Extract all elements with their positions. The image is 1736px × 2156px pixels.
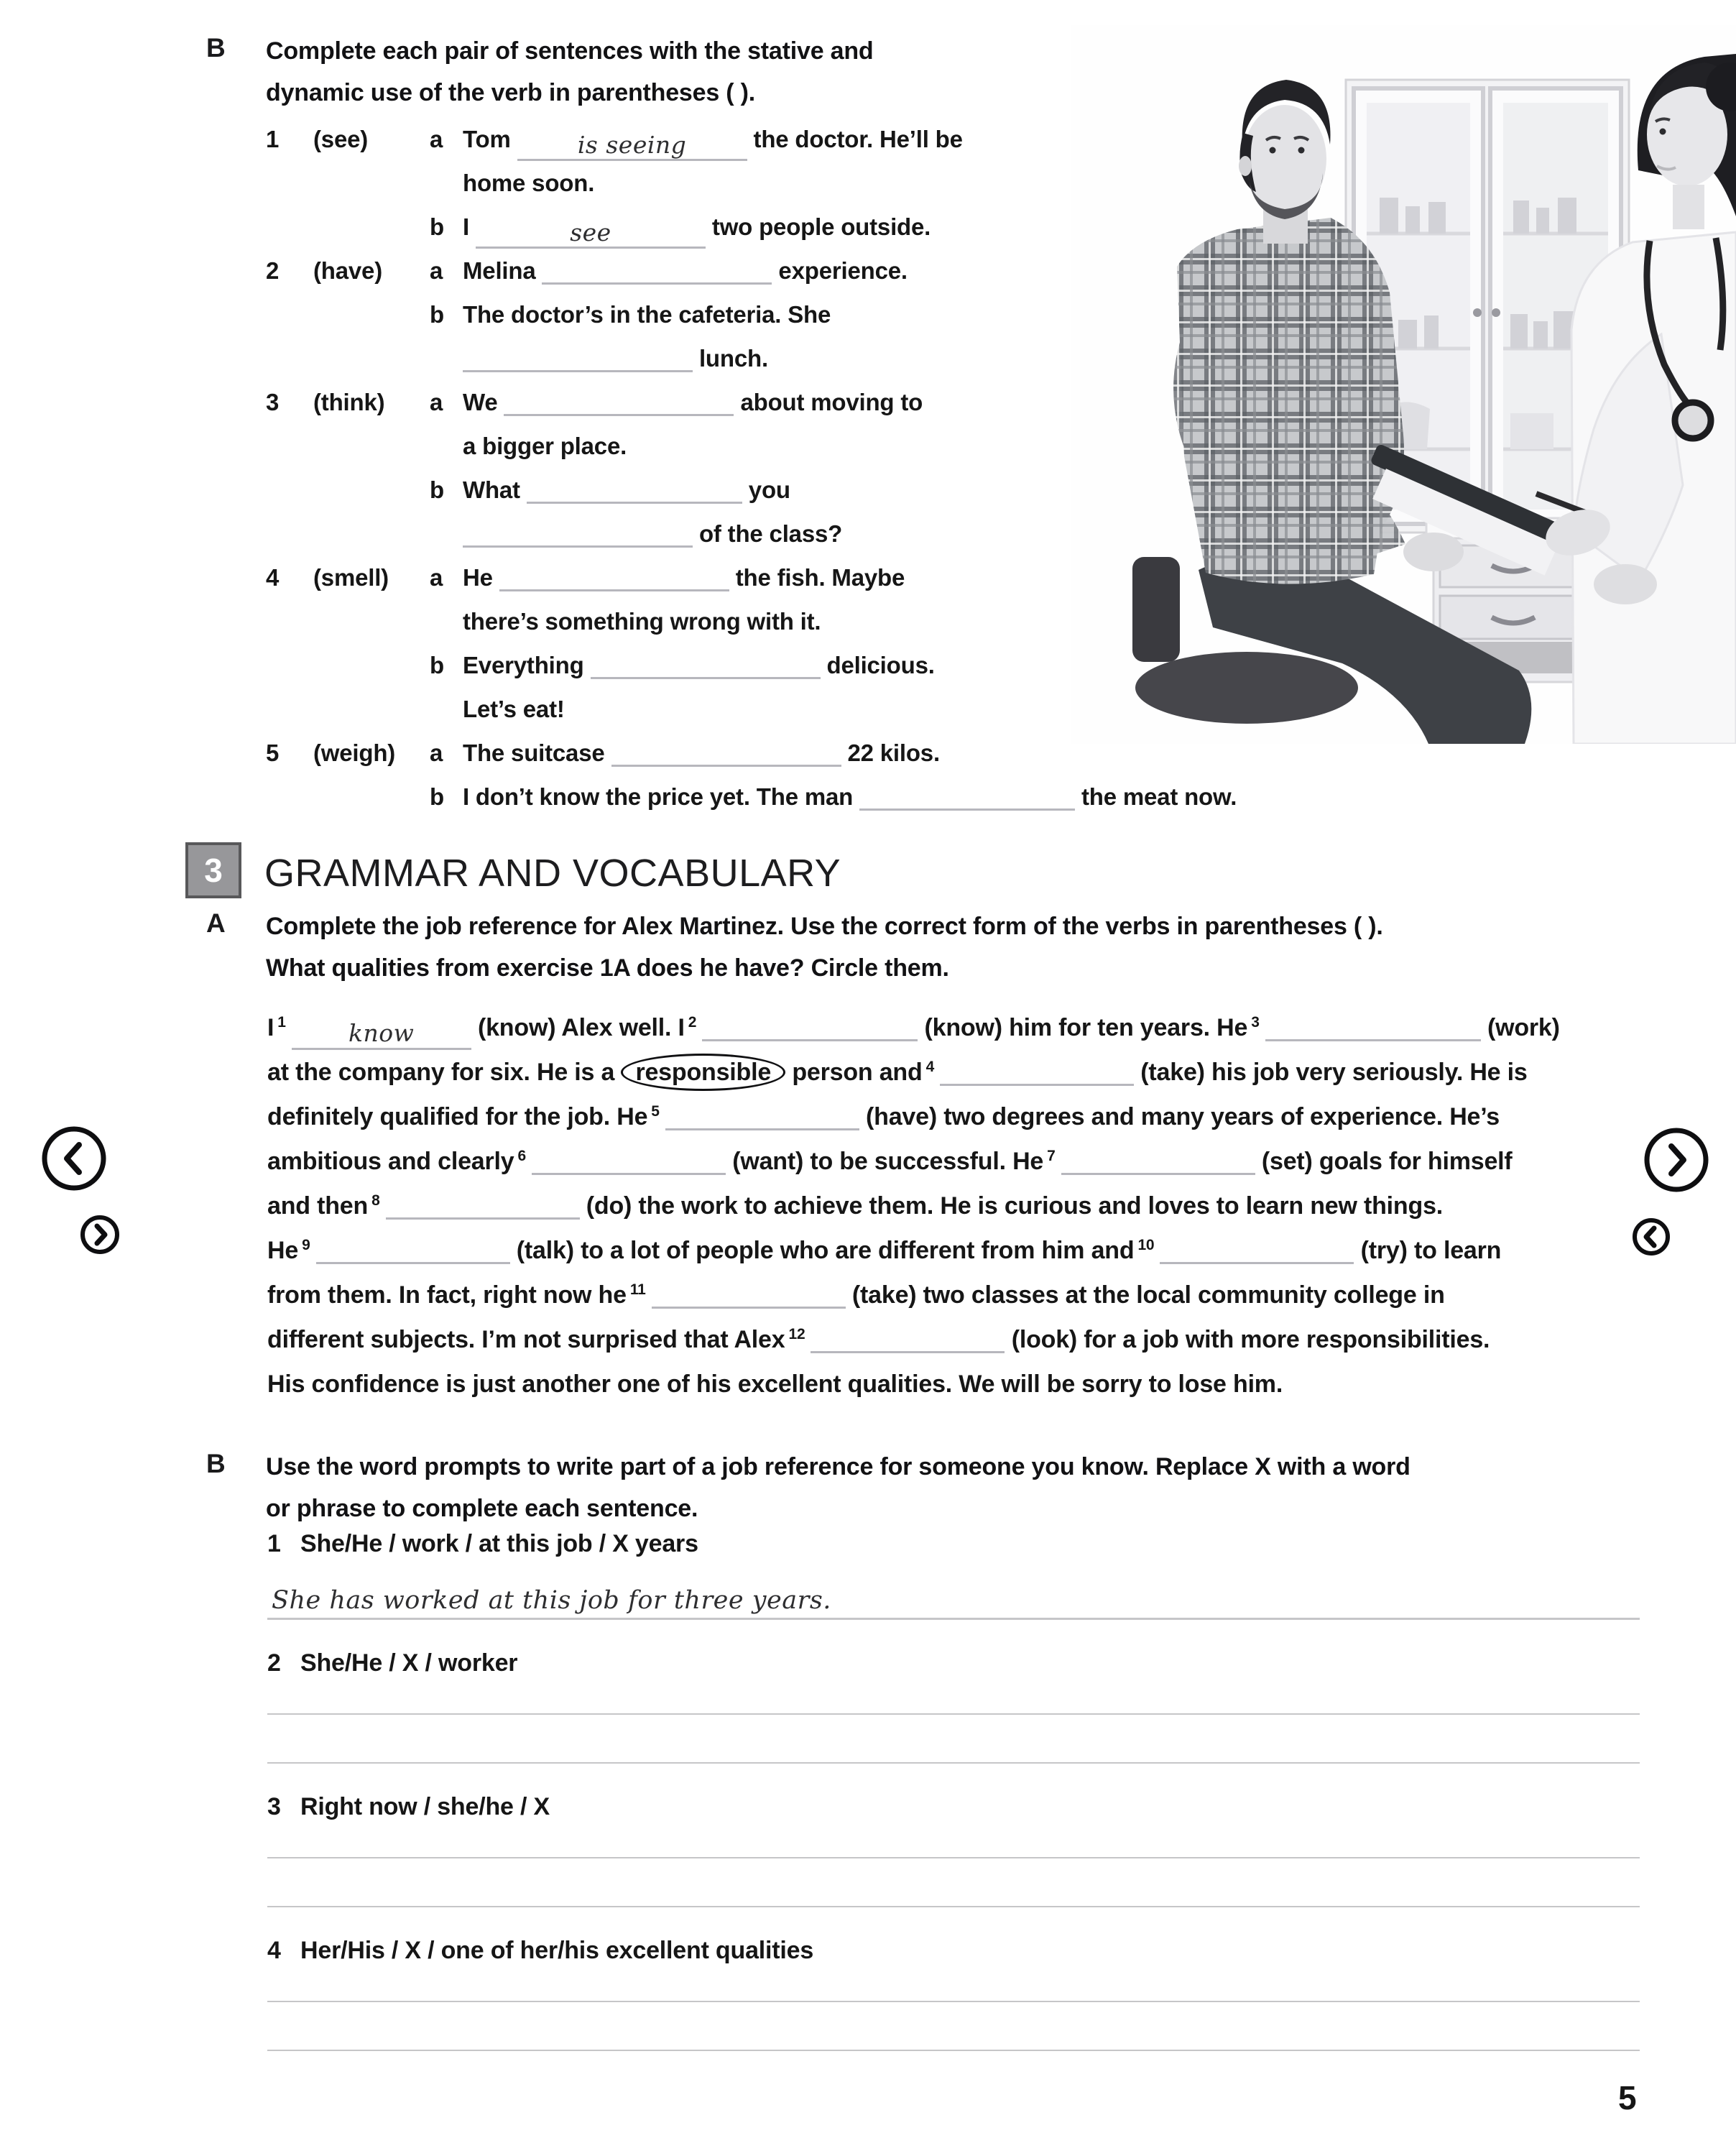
item-number: 1 [266,126,280,152]
patient-hand [1403,533,1464,571]
superscript-number: 10 [1137,1236,1155,1253]
item-letter: b [430,783,444,810]
answer-blank[interactable] [591,649,821,679]
answer-blank[interactable] [463,517,693,548]
section-title: GRAMMAR AND VOCABULARY [264,852,841,895]
text-run: delicious. [820,652,935,678]
text-run: you [742,476,790,503]
text-run: What [463,476,527,503]
item-letter: a [430,740,443,766]
text-run: the doctor. He’ll be [747,126,963,152]
answer-blank[interactable] [504,386,734,416]
section-number: 3 [204,852,223,889]
text-run: Let’s eat! [463,696,565,722]
item-number: 2 [266,257,280,284]
text-run: about moving to [734,389,923,415]
text-run: 22 kilos. [841,740,940,766]
superscript-number: 12 [788,1325,805,1342]
item-prompt: Her/His / X / one of her/his excellent qualities [300,1937,814,1964]
item-verb: (see) [313,126,369,152]
item-letter: a [430,389,443,415]
answer-blank[interactable] [517,131,747,161]
text-run: (set) goals for himself [1255,1148,1513,1175]
chevron-right-icon [1643,1126,1710,1194]
item-sentence [463,556,1095,643]
answer-blank[interactable] [702,1010,918,1041]
writing-line[interactable] [267,1713,1640,1715]
superscript-number: 3 [1251,1013,1260,1031]
circled-word: responsible [621,1054,785,1091]
superscript-number: 6 [517,1147,526,1164]
handwritten-answer: see [570,218,611,247]
doctor-hand [1594,564,1657,604]
text-run: He [267,1237,299,1264]
text-run: (talk) to a lot of people who are different from him and [509,1237,1135,1264]
answer-blank[interactable] [532,1143,726,1175]
answer-blank[interactable] [1061,1143,1255,1175]
writing-line[interactable] [267,1568,1640,1620]
item-verb: (weigh) [313,740,396,766]
exercise-3b-instruction [266,1446,1410,1529]
text-run: The doctor’s in the cafeteria. She [463,301,831,328]
text-run: definitely qualified for the job. He [267,1103,648,1130]
text-run: (take) two classes at the local community college in [845,1281,1445,1309]
item-letter: b [430,213,444,240]
text-run: (want) to be successful. He [725,1148,1044,1175]
exercise-1b-row [266,775,1706,819]
exercise-3b-label: B [206,1449,226,1478]
handwritten-answer: She has worked at this job for three years. [272,1586,831,1615]
text-run: at the company for six. He is a [267,1059,622,1086]
chevron-left-icon [1631,1217,1671,1257]
text-run: from them. In fact, right now he [267,1281,627,1309]
text-run: lunch. [693,345,768,372]
answer-blank[interactable] [652,1277,846,1309]
answer-blank[interactable] [463,342,693,372]
answer-blank[interactable] [316,1233,510,1264]
exercise-1b-label: B [206,33,226,63]
text-run: (know) Alex well. I [471,1014,685,1041]
answer-blank[interactable] [542,254,772,285]
item-verb: (have) [313,257,382,284]
item-verb: (think) [313,389,385,415]
item-prompt-row [267,1932,1640,1969]
instruction-line: or phrase to complete each sentence. [266,1495,698,1522]
text-run: and then [267,1192,369,1220]
instruction-line: dynamic use of the verb in parentheses ( ). [266,79,756,106]
item-prompt: She/He / X / worker [300,1649,518,1677]
writing-line[interactable] [267,1857,1640,1858]
exercise-3b-item [267,1644,1640,1764]
item-letter: b [430,476,444,503]
exercise-3b-item [267,1788,1640,1907]
stool-seat [1135,652,1358,724]
answer-blank[interactable] [386,1188,580,1220]
superscript-number: 2 [688,1013,697,1031]
text-run: (look) for a job with more responsibilities. [1005,1326,1490,1353]
item-sentence [463,117,1095,205]
page-number: 5 [1618,2079,1637,2116]
exam-room-photo [1071,25,1736,744]
text-run: (work) [1480,1014,1560,1041]
handwritten-answer: is seeing [577,131,687,159]
answer-blank[interactable] [940,1054,1134,1086]
text-run: Everything [463,652,591,678]
item-sentence [463,380,1095,468]
exercise-3b-items [267,1525,1640,2051]
text-run: of the class? [693,520,843,547]
answer-blank[interactable] [859,780,1075,811]
text-run: Tom [463,126,517,152]
text-run: (take) his job very seriously. He is [1134,1059,1528,1086]
item-prompt-row [267,1788,1640,1825]
answer-blank[interactable] [611,737,841,767]
exercise-1b-instruction [266,30,874,114]
item-prompt-row [267,1644,1640,1682]
item-sentence [463,731,1095,775]
item-letter: a [430,564,443,591]
text-run: His confidence is just another one of his excellent qualities. We will be sorry to lose him. [267,1370,1283,1398]
superscript-number: 5 [651,1102,660,1120]
text-run: I [463,213,476,240]
text-run: The suitcase [463,740,611,766]
item-sentence [463,775,1706,819]
item-number: 3 [266,389,280,415]
handwritten-answer: know [348,1019,415,1047]
prev-page-button-small[interactable] [1631,1217,1671,1257]
answer-blank[interactable] [292,1018,471,1050]
next-page-button[interactable] [1643,1126,1710,1194]
superscript-number: 1 [277,1013,286,1031]
answer-blank[interactable] [1265,1010,1481,1041]
item-letter: b [430,301,444,328]
text-run: I don’t know the price yet. The man [463,783,860,810]
answer-blank[interactable] [499,561,729,591]
superscript-number: 7 [1047,1147,1056,1164]
text-run: experience. [772,257,908,284]
instruction-line: What qualities from exercise 1A does he have? Circle them. [266,954,949,982]
text-run: (have) two degrees and many years of experience. He’s [859,1103,1500,1130]
item-number: 5 [266,740,280,766]
text-run: there’s something wrong with it. [463,608,821,635]
chevron-left-icon [40,1125,108,1192]
text-run: He [463,564,499,591]
text-run: (know) him for ten years. He [918,1014,1248,1041]
item-number: 3 [267,1793,281,1820]
item-prompt: Right now / she/he / X [300,1793,550,1820]
text-run: the fish. Maybe [729,564,905,591]
item-number: 4 [267,1937,281,1964]
writing-line[interactable] [267,1906,1640,1907]
text-run: the meat now. [1075,783,1237,810]
exercise-3b-item [267,1932,1640,2051]
text-run: We [463,389,504,415]
answer-blank[interactable] [476,218,706,249]
next-page-button-small[interactable] [79,1214,121,1256]
item-letter: a [430,126,443,152]
text-run: home soon. [463,170,595,196]
answer-blank[interactable] [811,1322,1005,1353]
chevron-right-icon [79,1214,121,1256]
answer-blank[interactable] [527,474,742,504]
item-number: 4 [266,564,280,591]
writing-line[interactable] [267,2050,1640,2051]
text-run: two people outside. [705,213,931,240]
instruction-line: Complete each pair of sentences with the stative and [266,37,874,65]
item-sentence [463,249,1095,292]
item-number: 1 [267,1530,281,1557]
item-prompt-row [267,1525,1640,1562]
exercise-3b-item [267,1525,1640,1620]
item-sentence [463,468,1095,556]
text-run: ambitious and clearly [267,1148,514,1175]
item-number: 2 [267,1649,281,1677]
superscript-number: 8 [371,1192,380,1209]
item-prompt: She/He / work / at this job / X years [300,1530,698,1557]
job-reference-paragraph [267,1005,1690,1406]
text-run: different subjects. I’m not surprised that Alex [267,1326,785,1353]
instruction-line: Complete the job reference for Alex Martinez. Use the correct form of the verbs in parentheses ( ). [266,913,1383,940]
text-run: I [267,1014,274,1041]
exercise-3a-label: A [206,908,226,938]
section-number-badge [185,842,241,898]
text-run: (do) the work to achieve them. He is curious and loves to learn new things. [579,1192,1444,1220]
answer-blank[interactable] [1160,1233,1354,1264]
instruction-line: Use the word prompts to write part of a job reference for someone you know. Replace X with a word [266,1453,1410,1480]
text-run: a bigger place. [463,433,627,459]
item-sentence [463,292,1095,380]
writing-line[interactable] [267,2001,1640,2002]
stool-back [1132,557,1180,662]
item-verb: (smell) [313,564,389,591]
item-letter: b [430,652,444,678]
superscript-number: 11 [629,1281,646,1298]
writing-line[interactable] [267,1762,1640,1764]
prev-page-button[interactable] [40,1125,108,1192]
item-sentence [463,205,1095,249]
superscript-number: 4 [925,1058,935,1075]
text-run: (try) to learn [1354,1237,1502,1264]
answer-blank[interactable] [665,1099,859,1130]
item-sentence [463,643,1095,731]
text-run: person and [785,1059,923,1086]
item-letter: a [430,257,443,284]
text-run: Melina [463,257,542,284]
superscript-number: 9 [302,1236,310,1253]
exercise-3a-instruction [266,906,1383,989]
